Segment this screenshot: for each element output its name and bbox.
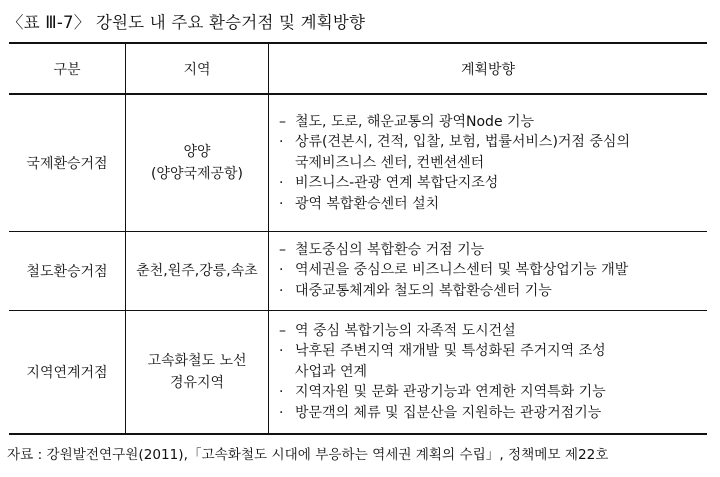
plan-item: [279, 112, 707, 133]
plan-item-text: 방문객의 체류 및 집분산을 지원하는 관광거점기능: [295, 404, 602, 421]
plan-item-text: 지역자원 및 문화 관광기능과 연계한 지역특화 기능: [295, 384, 606, 400]
region-line: 고속화철도 노선: [147, 352, 247, 369]
plan-item-text: 낙후된 주변지역 재개발 및 특성화된 주거지역 조성: [295, 343, 606, 359]
table-row: [9, 94, 707, 231]
region-line: 춘천,원주,강릉,속초: [136, 262, 258, 279]
plan-item: [279, 382, 707, 403]
bullet-marker: ·: [279, 384, 284, 400]
plan-item-text: 상류(견본시, 견적, 입찰, 보험, 법률서비스)거점 중심의: [295, 134, 630, 150]
bullet-marker: ·: [279, 282, 284, 299]
region-cell: [126, 310, 269, 434]
plan-item-continuation: 사업과 연계: [295, 363, 368, 380]
table-row: [9, 231, 707, 310]
plan-item: [279, 194, 707, 215]
bullet-marker: ·: [279, 175, 284, 191]
plan-item-text: 역세권을 중심으로 비즈니스센터 및 복합상업기능 개발: [295, 262, 629, 279]
region-cell: [126, 94, 269, 231]
plan-item-text: 철도중심의 복합환승 거점 기능: [295, 241, 485, 258]
dash-marker: –: [279, 322, 286, 339]
bullet-marker: ·: [279, 343, 284, 359]
plan-item: [279, 260, 707, 281]
plan-item: [279, 281, 707, 302]
category-cell: 지역연계거점: [9, 310, 126, 434]
bullet-marker: ·: [279, 134, 284, 150]
plan-item: [279, 403, 707, 424]
header-plan: 계획방향: [269, 43, 708, 94]
transfer-hub-table: [9, 42, 707, 435]
plan-item: [279, 321, 707, 342]
bullet-marker: ·: [279, 262, 284, 279]
dash-marker: –: [279, 113, 286, 130]
plan-item: [279, 341, 707, 382]
plan-cell: [269, 310, 708, 434]
plan-item-text: 역 중심 복합기능의 자족적 도시건설: [295, 322, 516, 339]
plan-cell: [269, 231, 708, 310]
plan-item-text: 대중교통체계와 철도의 복합환승센터 기능: [295, 282, 552, 299]
plan-item: [279, 132, 707, 173]
bullet-marker: ·: [279, 404, 284, 421]
region-line: 양양: [183, 143, 211, 160]
header-category: 구분: [9, 43, 126, 94]
region-line: 경유지역: [169, 374, 225, 391]
table-header-row: [9, 43, 707, 94]
header-region: 지역: [126, 43, 269, 94]
category-cell: 철도환승거점: [9, 231, 126, 310]
source-note: 자료 : 강원발전연구원(2011),「고속화철도 시대에 부응하는 역세권 계획의 수립」, 정책메모 제22호: [7, 447, 609, 463]
bullet-marker: ·: [279, 195, 284, 212]
region-line: (양양국제공항): [150, 165, 244, 182]
plan-item-text: 철도, 도로, 해운교통의 광역Node 기능: [295, 113, 535, 130]
plan-item-text: 비즈니스-관광 연계 복합단지조성: [295, 175, 499, 191]
plan-cell: [269, 94, 708, 231]
table-title: 〈표 Ⅲ-7〉 강원도 내 주요 환승거점 및 계획방향: [7, 13, 366, 32]
plan-item-continuation: 국제비즈니스 센터, 컨벤션센터: [295, 154, 485, 171]
table-row: [9, 310, 707, 434]
dash-marker: –: [279, 241, 286, 258]
category-cell: 국제환승거점: [9, 94, 126, 231]
plan-item: [279, 240, 707, 261]
plan-item-text: 광역 복합환승센터 설치: [295, 195, 440, 212]
region-cell: [126, 231, 269, 310]
plan-item: [279, 173, 707, 194]
